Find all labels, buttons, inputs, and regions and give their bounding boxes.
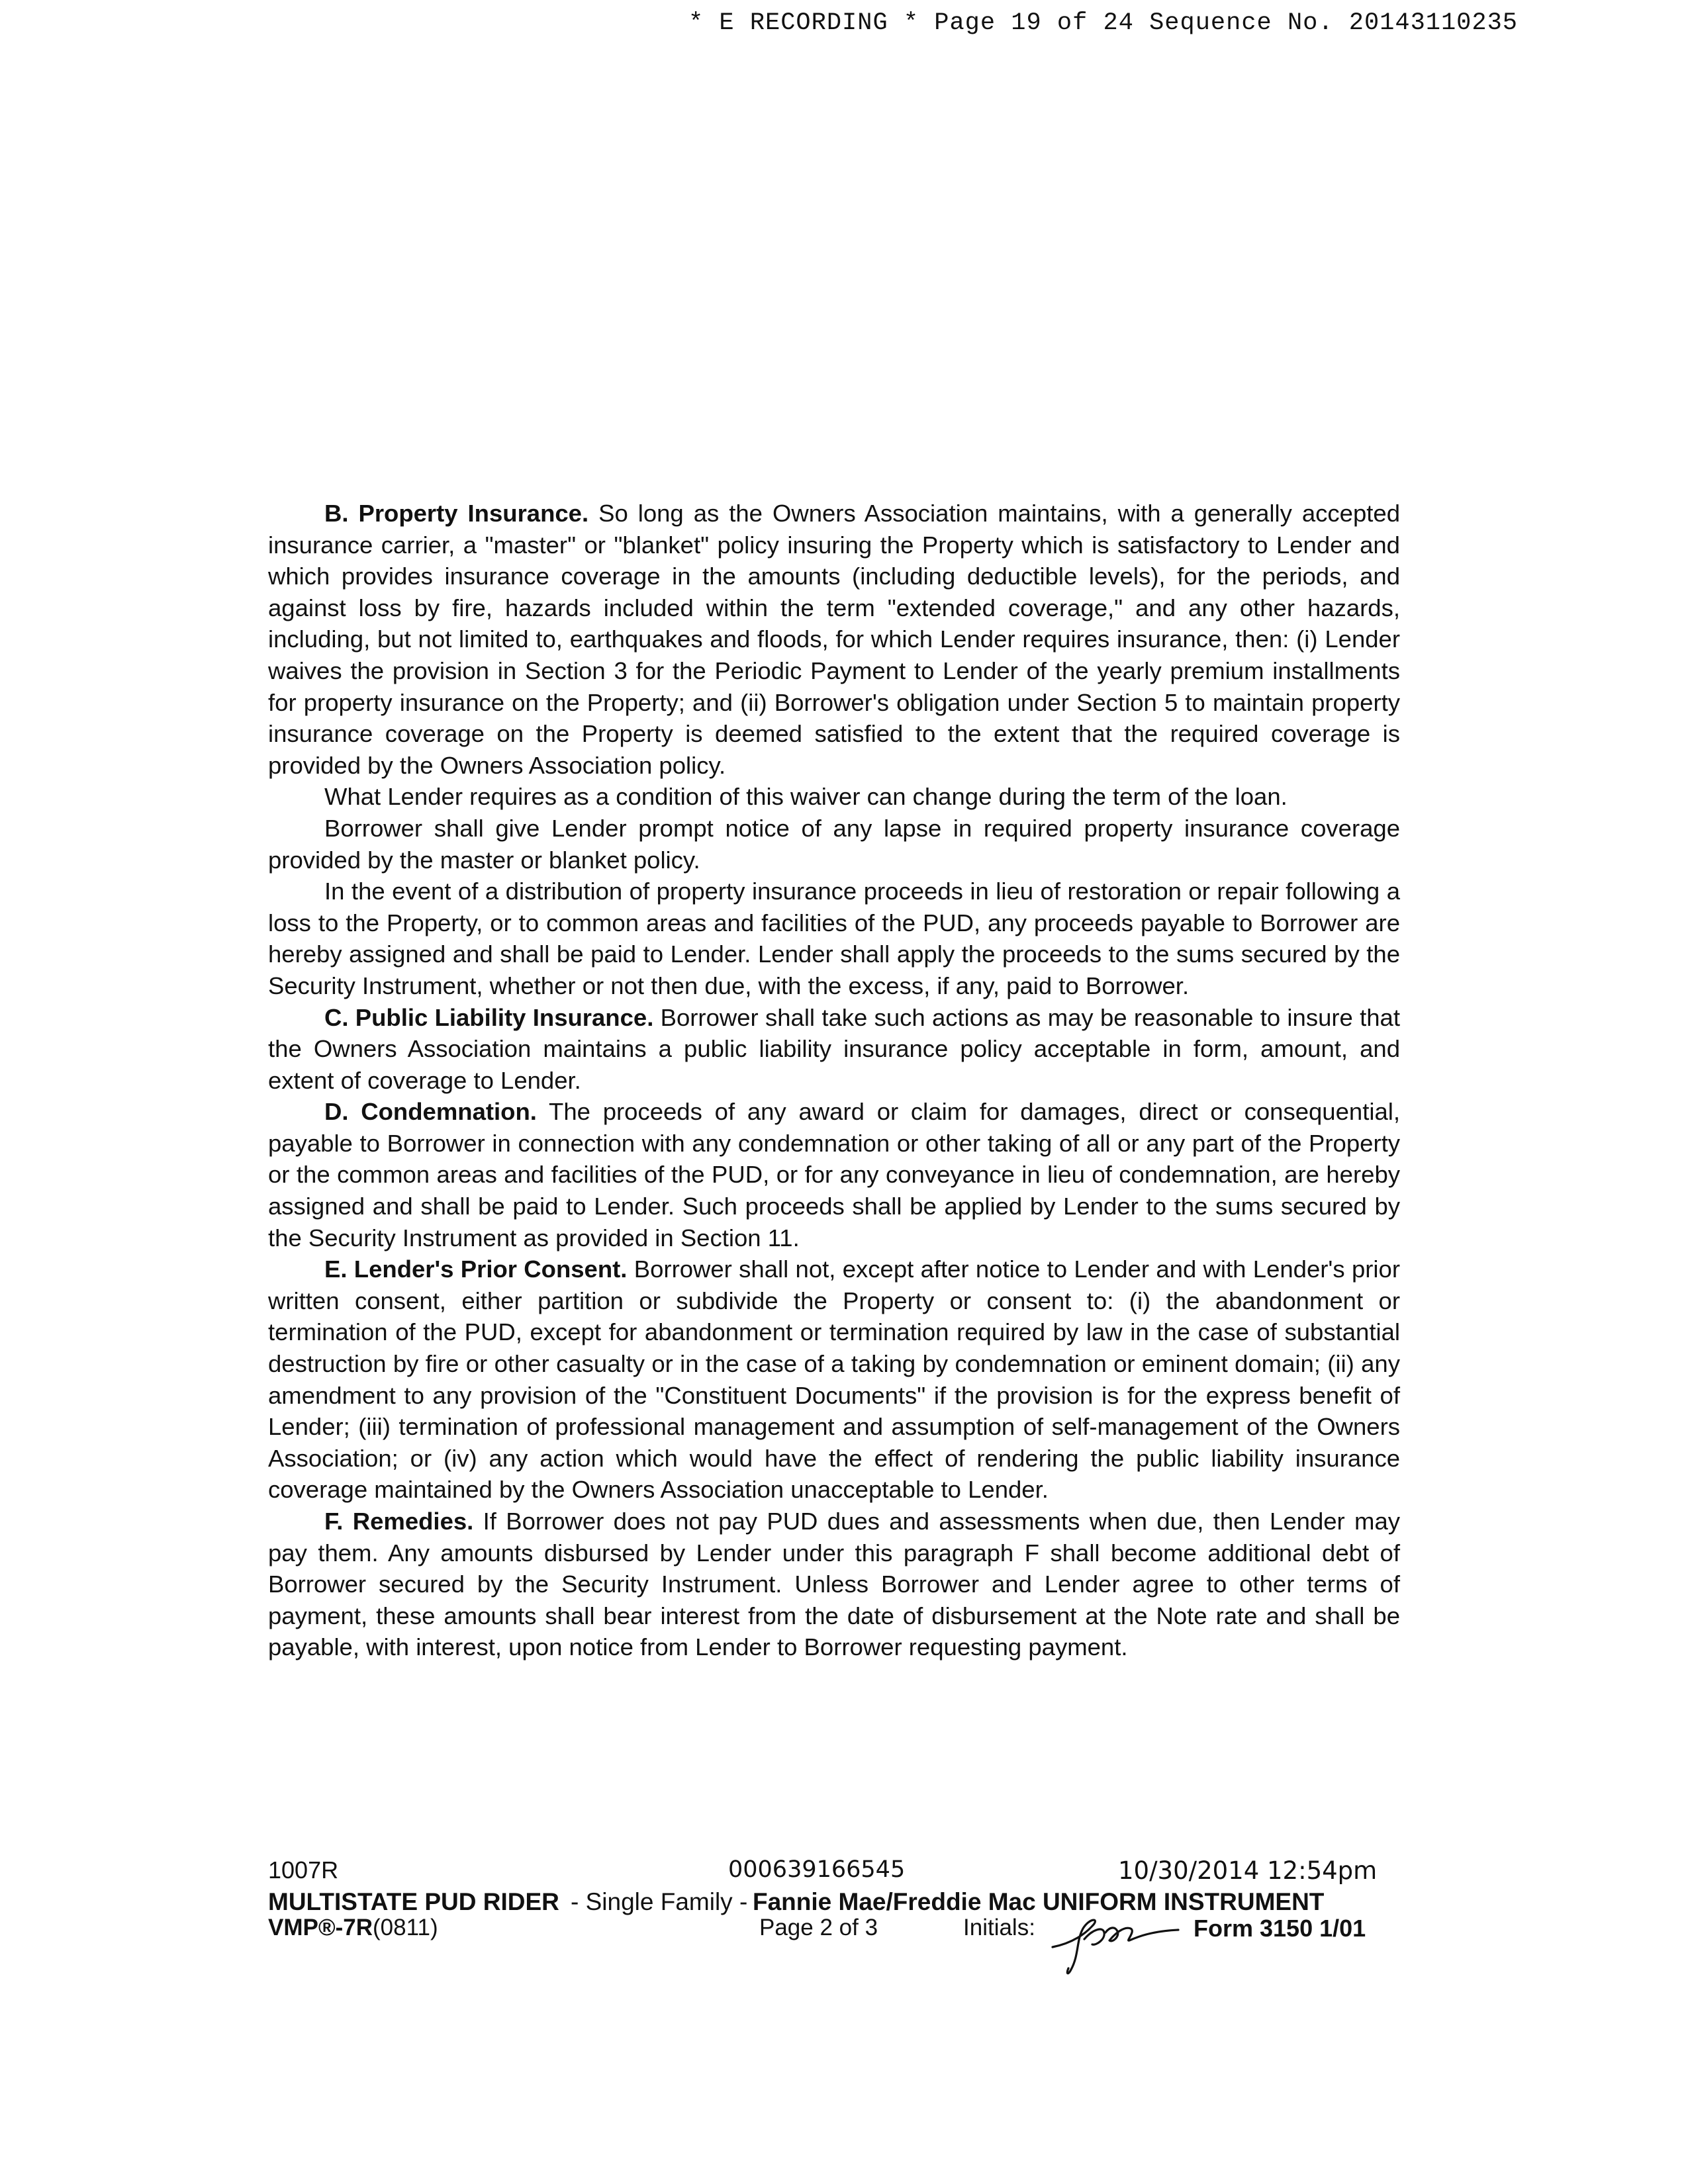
section-b-heading: B. Property Insurance. (324, 500, 589, 527)
section-c-public-liability (268, 1002, 1400, 1097)
footer-line-3 (268, 1915, 1400, 1946)
section-b-paragraph-4: In the event of a distribution of property insurance proceeds in lieu of restoration or repair following a loss to the Property, or to common areas and facilities of the PUD, any proceeds payable to Borrower are hereby assigned and shall be paid to Lender. Lender shall apply the proceeds to the sums secured by the Security Instrument, whether or not then due, with the excess, if any, paid to Borrower. (268, 878, 1400, 999)
footer-line-1 (268, 1856, 1400, 1888)
section-d-condemnation (268, 1096, 1400, 1253)
section-d-heading: D. Condemnation. (324, 1098, 537, 1126)
section-f-remedies (268, 1506, 1400, 1663)
instrument-title: Fannie Mae/Freddie Mac UNIFORM INSTRUMENT (753, 1888, 1325, 1915)
section-c-heading: C. Public Liability Insurance. (324, 1003, 654, 1031)
rider-body (268, 498, 1400, 1663)
initials-label: Initials: (963, 1915, 1035, 1940)
section-f-heading: F. Remedies. (324, 1508, 474, 1535)
loan-number: 000639166545 (728, 1856, 906, 1883)
section-b-paragraph-2: What Lender requires as a condition of this waiver can change during the term of the loan. (324, 783, 1288, 811)
section-b-paragraph-1: So long as the Owners Association maintains, with a generally accepted insurance carrier, a "master" or "blanket" policy insuring the Property which is satisfactory to Lender and which provides insurance coverage in the amounts (including deductible levels), for the periods, and against loss by fire, hazards included within the term "extended coverage," and any other hazards, including, but not limited to, earthquakes and floods, for which Lender requires insurance, then: (i) Lender waives the provision in Section 3 for the Periodic Payment to Lender of the yearly premium installments for property insurance on the Property; and (ii) Borrower's obligation under Section 5 to maintain property insurance coverage on the Property is deemed satisfied to the extent that the required coverage is provided by the Owners Association policy. (268, 500, 1400, 779)
section-c-text: Borrower shall take such actions as may be reasonable to insure that the Owners Association maintains a public liability insurance policy acceptable in form, amount, and extent of coverage to Lender. (268, 1003, 1400, 1094)
section-f-text: If Borrower does not pay PUD dues and assessments when due, then Lender may pay them. Any amounts disbursed by Lender under this paragraph F shall become additional debt of Borrower secured by the Security Instrument. Unless Borrower and Lender agree to other terms of payment, these amounts shall bear interest from the date of disbursement at the Note rate and shall be payable, with interest, upon notice from Lender to Borrower requesting payment. (268, 1508, 1400, 1661)
print-datetime: 10/30/2014 12:54pm (1118, 1856, 1378, 1885)
vmp-code (268, 1915, 438, 1941)
page-indicator: Page 2 of 3 (759, 1915, 878, 1940)
section-e-heading: E. Lender's Prior Consent. (324, 1255, 628, 1283)
rider-subtitle: - Single Family - (571, 1888, 748, 1915)
form-code: 1007R (268, 1856, 339, 1884)
vmp-code-bold: VMP®-7R (268, 1915, 373, 1940)
form-number: Form 3150 1/01 (1194, 1915, 1366, 1942)
rider-title: MULTISTATE PUD RIDER (268, 1888, 559, 1915)
recording-stamp: * E RECORDING * Page 19 of 24 Sequence No. 20143110235 (688, 9, 1518, 37)
section-b-paragraph-3: Borrower shall give Lender prompt notice of any lapse in required property insurance coverage provided by the master or blanket policy. (268, 814, 1400, 874)
section-e-prior-consent (268, 1253, 1400, 1506)
initials-signature-icon (1046, 1906, 1185, 1979)
vmp-version: (0811) (373, 1915, 438, 1940)
section-b-property-insurance (268, 498, 1400, 781)
section-d-text: The proceeds of any award or claim for damages, direct or consequential, payable to Borrower in connection with any condemnation or other taking of all or any part of the Property or the common areas and facilities of the PUD, or for any conveyance in lieu of condemnation, are hereby assigned and shall be paid to Lender. Such proceeds shall be applied by Lender to the sums secured by the Security Instrument as provided in Section 11. (268, 1098, 1400, 1251)
section-e-text: Borrower shall not, except after notice to Lender and with Lender's prior written consent, either partition or subdivide the Property or consent to: (i) the abandonment or termination of the PUD, except for abandonment or termination required by law in the case of substantial destruction by fire or other casualty or in the case of a taking by condemnation or eminent domain; (ii) any amendment to any provision of the "Constituent Documents" if the provision is for the express benefit of Lender; (iii) termination of professional management and assumption of self-management of the Owners Association; or (iv) any action which would have the effect of rendering the public liability insurance coverage maintained by the Owners Association unacceptable to Lender. (268, 1255, 1400, 1504)
